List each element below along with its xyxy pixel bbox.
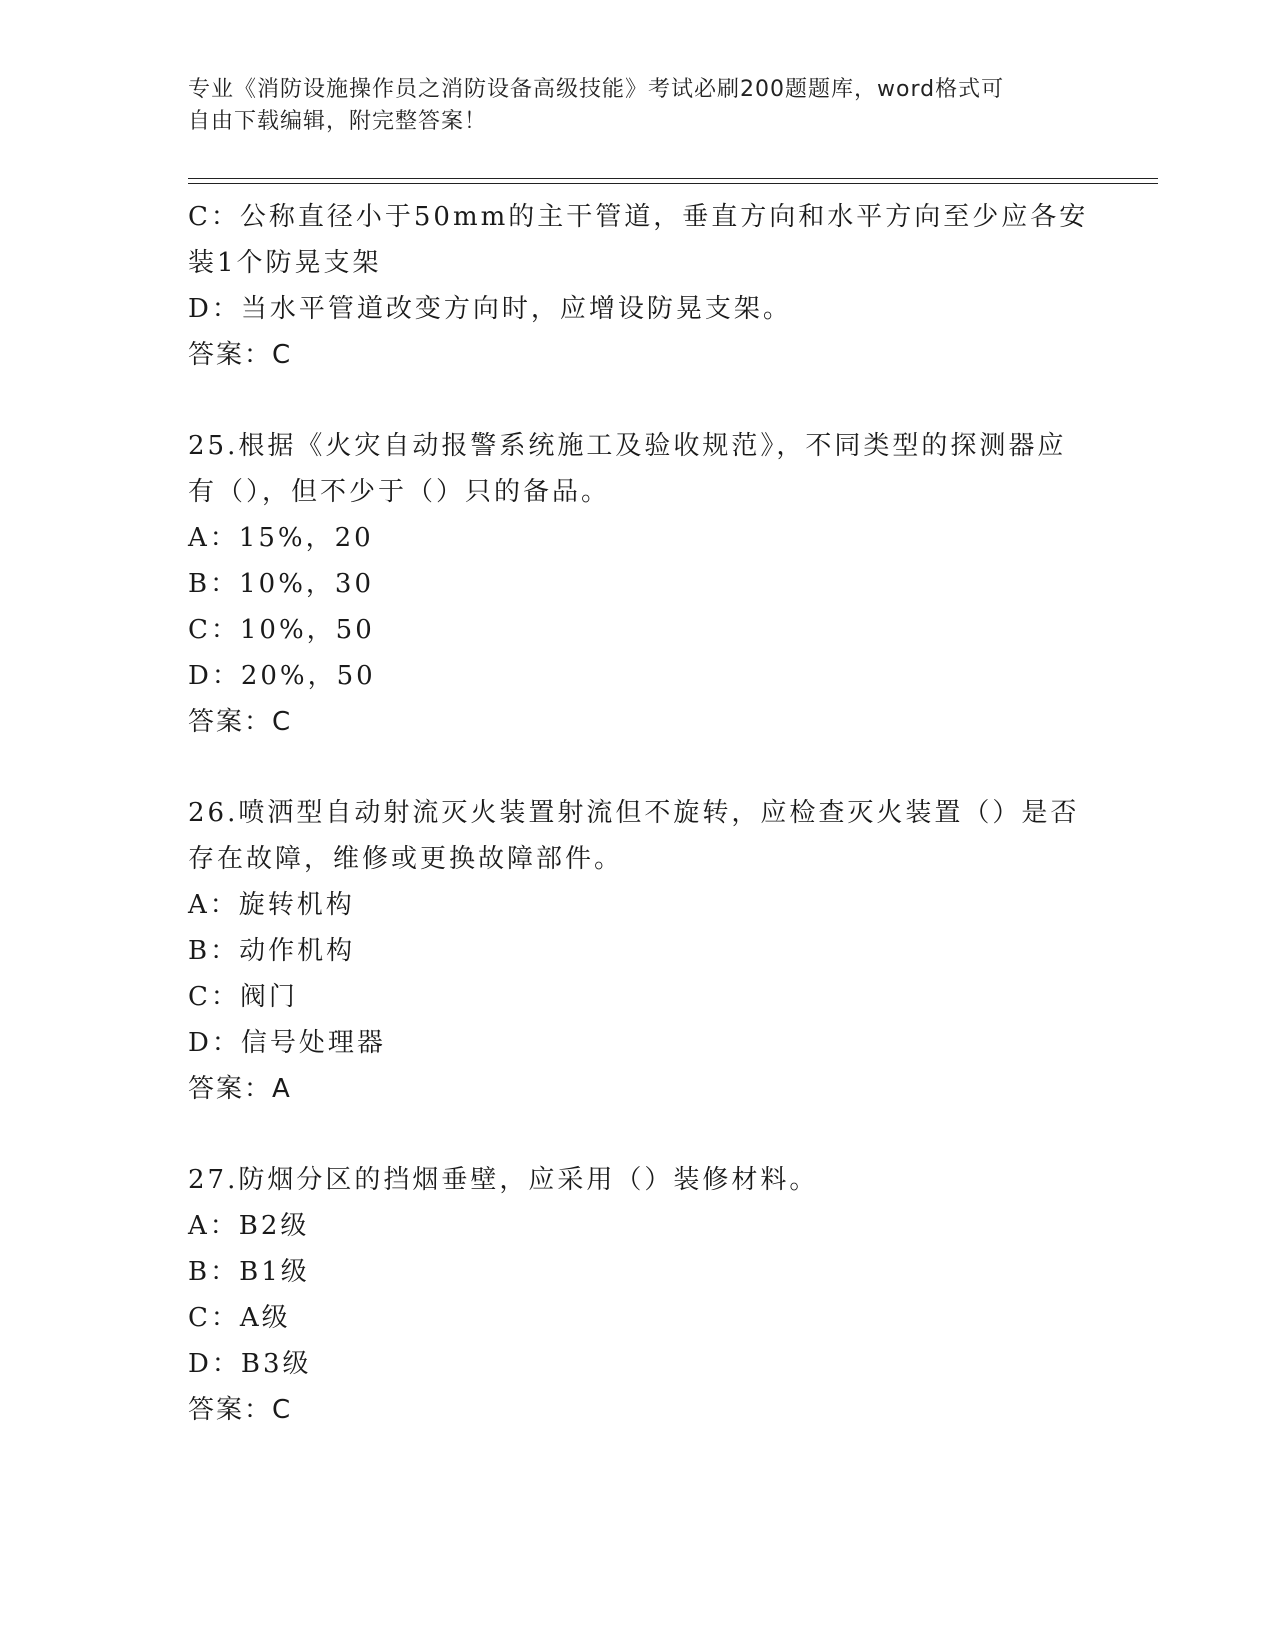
header-rule-top [188,178,1158,179]
answer: 答案：C [188,707,293,737]
option-b: B：动作机构 [188,936,356,966]
question-27 [188,1157,1088,1433]
option-c: C：A级 [188,1303,291,1333]
header-rule-bottom [188,183,1158,184]
option-a: A：15%，20 [188,523,374,553]
option-d: D：信号处理器 [188,1028,386,1058]
question-stem-line-1: 25.根据《火灾自动报警系统施工及验收规范》，不同类型的探测器应 [188,431,1067,461]
option-d: D：B3级 [188,1349,312,1379]
option-d: D：20%，50 [188,661,376,691]
option-c-line-1: C：公称直径小于50mm的主干管道，垂直方向和水平方向至少应各安 [188,202,1089,232]
answer: 答案：C [188,1395,293,1425]
document-header [188,74,1068,138]
prev-question-tail [188,194,1088,378]
option-b: B：B1级 [188,1257,310,1287]
header-line-1: 专业《消防设施操作员之消防设备高级技能》考试必刷200题题库，word格式可 [188,77,1005,102]
question-list [188,194,1088,1433]
option-a: A：B2级 [188,1211,310,1241]
answer: 答案：C [188,340,293,370]
question-stem-line-2: 存在故障，维修或更换故障部件。 [188,844,624,874]
question-stem-line-1: 26.喷洒型自动射流灭火装置射流但不旋转，应检查灭火装置（）是否 [188,798,1080,828]
option-b: B：10%，30 [188,569,374,599]
question-26 [188,790,1088,1112]
option-c: C：阀门 [188,982,298,1012]
question-stem-line-1: 27.防烟分区的挡烟垂壁，应采用（）装修材料。 [188,1165,819,1195]
option-a: A：旋转机构 [188,890,355,920]
option-c: C：10%，50 [188,615,375,645]
header-line-2: 自由下载编辑，附完整答案！ [188,109,488,134]
option-d: D：当水平管道改变方向时，应增设防晃支架。 [188,294,792,324]
option-c-line-2: 装1个防晃支架 [188,248,382,278]
answer: 答案：A [188,1074,292,1104]
question-25 [188,423,1088,745]
question-stem-line-2: 有（），但不少于（）只的备品。 [188,477,611,507]
